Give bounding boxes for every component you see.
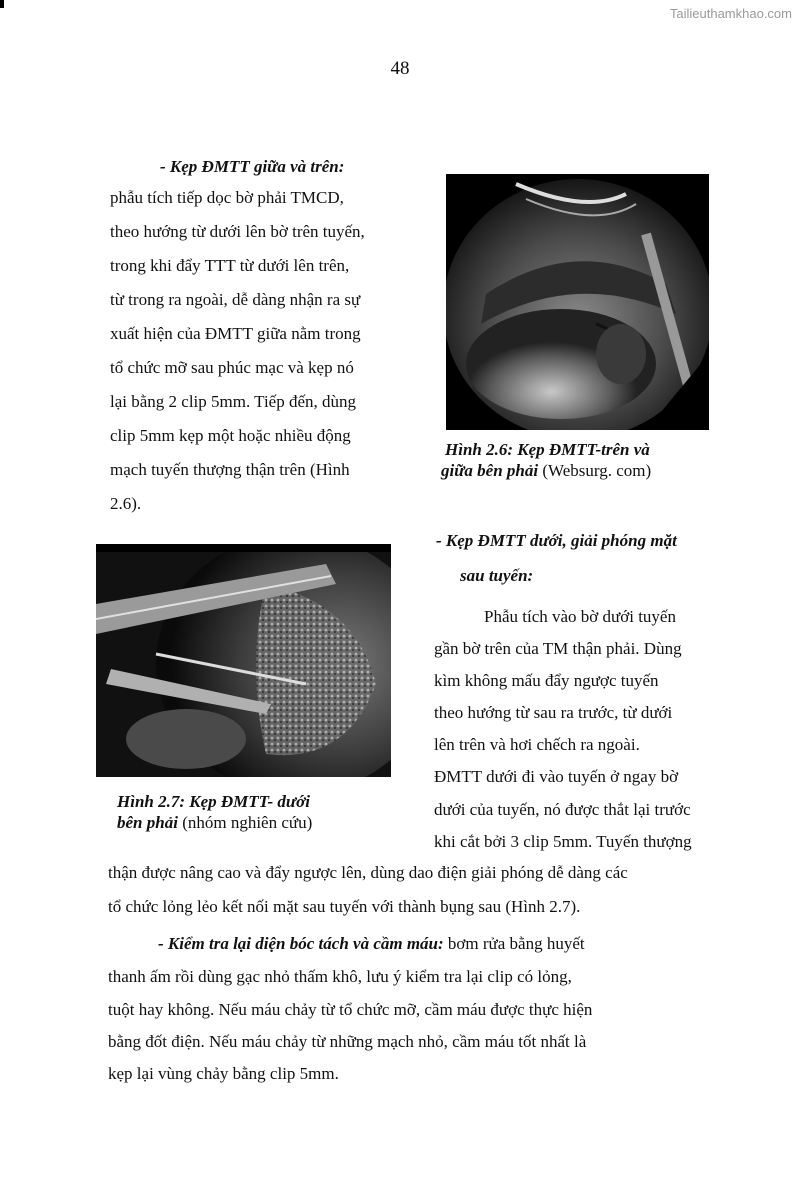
body-line: theo hướng từ dưới lên bờ trên tuyến, [110,222,365,241]
body-line: xuất hiện của ĐMTT giữa nằm trong [110,324,361,343]
body-line: kẹp lại vùng chảy bằng clip 5mm. [108,1064,339,1083]
body-line: tổ chức lỏng lẻo kết nối mặt sau tuyến với thành bụng sau (Hình 2.7). [108,897,581,916]
body-line: lên trên và hơi chếch ra ngoài. [434,735,640,754]
figure-2-7-image [96,544,391,777]
body-line: thận được nâng cao và đẩy ngược lên, dùng dao điện giải phóng dễ dàng các [108,863,628,882]
section2-heading-cont: sau tuyến: [460,566,534,585]
body-line: dưới của tuyến, nó được thắt lại trước [434,800,691,819]
body-line: lại bằng 2 clip 5mm. Tiếp đến, dùng [110,392,357,411]
watermark: Tailieuthamkhao.com [669,6,792,21]
section3-first-line [158,933,585,955]
body-line: tổ chức mỡ sau phúc mạc và kẹp nó [110,358,354,377]
caption-line [117,812,312,833]
corner-mark [0,0,4,8]
section3-heading: - Kiểm tra lại diện bóc tách và cầm máu: [158,934,444,953]
section1-heading: - Kẹp ĐMTT giữa và trên: [160,157,345,176]
section1-body [110,187,365,527]
caption-source: (nhóm nghiên cứu) [177,813,313,832]
body-line: kìm không mấu đẩy ngược tuyến [434,671,659,690]
body-line: bằng đốt điện. Nếu máu chảy từ những mạch nhỏ, cầm máu tốt nhất là [108,1032,587,1051]
caption-emphasis: giữa bên phải [441,461,539,480]
caption-emphasis: bên phải [117,813,178,832]
caption-line [441,460,651,481]
body-line: trong khi đẩy TTT từ dưới lên trên, [110,256,350,275]
body-line: clip 5mm kẹp một hoặc nhiều động [110,426,351,445]
figure-2-6-image [446,174,709,430]
body-line: gần bờ trên của TM thận phải. Dùng [434,639,682,658]
body-line: mạch tuyến thượng thận trên (Hình [110,460,350,479]
body-line: 2.6). [110,494,142,513]
body-line: từ trong ra ngoài, dễ dàng nhận ra sự [110,290,361,309]
body-line: ĐMTT dưới đi vào tuyến ở ngay bờ [434,767,679,786]
section3-first-line-rest: bơm rửa bằng huyết [443,934,585,953]
section2-heading: - Kẹp ĐMTT dưới, giải phóng mặt [436,531,677,550]
figure-2-6-caption [441,439,651,481]
body-line: khi cắt bởi 3 clip 5mm. Tuyến thượng [434,832,692,851]
figure-2-7-caption [117,791,312,833]
caption-source: (Websurg. com) [538,461,652,480]
body-line: thanh ấm rồi dùng gạc nhỏ thấm khô, lưu ý kiểm tra lại clip có lỏng, [108,967,572,986]
caption-line: Hình 2.7: Kẹp ĐMTT- dưới [117,792,310,811]
body-line: Phẫu tích vào bờ dưới tuyến [484,607,676,626]
body-line: theo hướng từ sau ra trước, từ dưới [434,703,673,722]
page-number: 48 [390,58,410,79]
caption-line: Hình 2.6: Kẹp ĐMTT-trên và [445,440,650,459]
body-line: tuột hay không. Nếu máu chảy từ tổ chức mỡ, cầm máu được thực hiện [108,1000,593,1019]
body-line: phẫu tích tiếp dọc bờ phải TMCD, [110,188,344,207]
